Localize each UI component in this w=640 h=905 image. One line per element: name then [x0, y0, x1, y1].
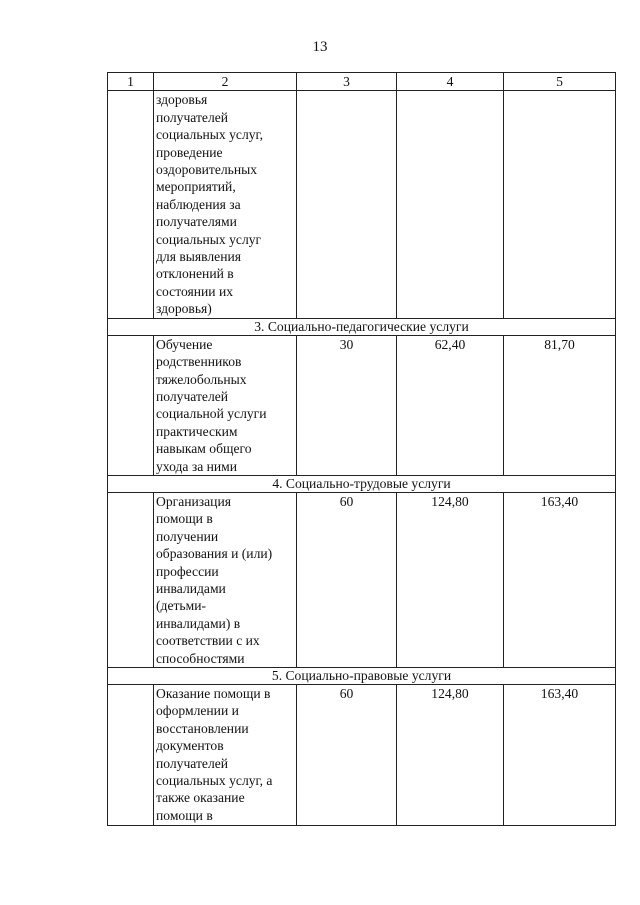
- value-cell: 124,80: [397, 685, 504, 826]
- value-cell: 30: [297, 335, 397, 475]
- page-number: 13: [312, 39, 328, 55]
- table-row: [108, 685, 616, 826]
- row-number-cell: [108, 335, 154, 475]
- table-row: [108, 335, 616, 475]
- value-cell: 81,70: [504, 335, 616, 475]
- row-number-cell: [108, 492, 154, 667]
- value-cell: [297, 91, 397, 318]
- row-number-cell: [108, 91, 154, 318]
- value-cell: 163,40: [504, 685, 616, 826]
- section-heading-row: [108, 318, 616, 335]
- section-heading: 4. Социально-трудовые услуги: [108, 475, 616, 492]
- section-heading: 5. Социально-правовые услуги: [108, 668, 616, 685]
- table-row: [108, 91, 616, 318]
- value-cell: 62,40: [397, 335, 504, 475]
- column-header: 5: [504, 73, 616, 91]
- value-cell: 163,40: [504, 492, 616, 667]
- service-description-cell: Оказание помощи в оформлении и восстановлении документов получателей социальных услуг, а также оказание помощи в: [154, 685, 297, 826]
- column-header: 2: [154, 73, 297, 91]
- value-cell: 60: [297, 492, 397, 667]
- services-table: [107, 72, 616, 826]
- service-description-cell: Обучение родственников тяжелобольных получателей социальной услуги практическим навыкам общего ухода за ними: [154, 335, 297, 475]
- value-cell: [397, 91, 504, 318]
- row-number-cell: [108, 685, 154, 826]
- table-header-row: [108, 73, 616, 91]
- service-description-cell: здоровья получателей социальных услуг, проведение оздоровительных мероприятий, наблюдения за получателями социальных услуг для выявления отклонений в состоянии их здоровья): [154, 91, 297, 318]
- column-header: 3: [297, 73, 397, 91]
- column-header: 1: [108, 73, 154, 91]
- section-heading-row: [108, 668, 616, 685]
- value-cell: 60: [297, 685, 397, 826]
- column-header: 4: [397, 73, 504, 91]
- section-heading: 3. Социально-педагогические услуги: [108, 318, 616, 335]
- service-description-cell: Организация помощи в получении образования и (или) профессии инвалидами (детьми- инвалидами) в соответствии с их способностями: [154, 492, 297, 667]
- value-cell: 124,80: [397, 492, 504, 667]
- section-heading-row: [108, 475, 616, 492]
- table-row: [108, 492, 616, 667]
- value-cell: [504, 91, 616, 318]
